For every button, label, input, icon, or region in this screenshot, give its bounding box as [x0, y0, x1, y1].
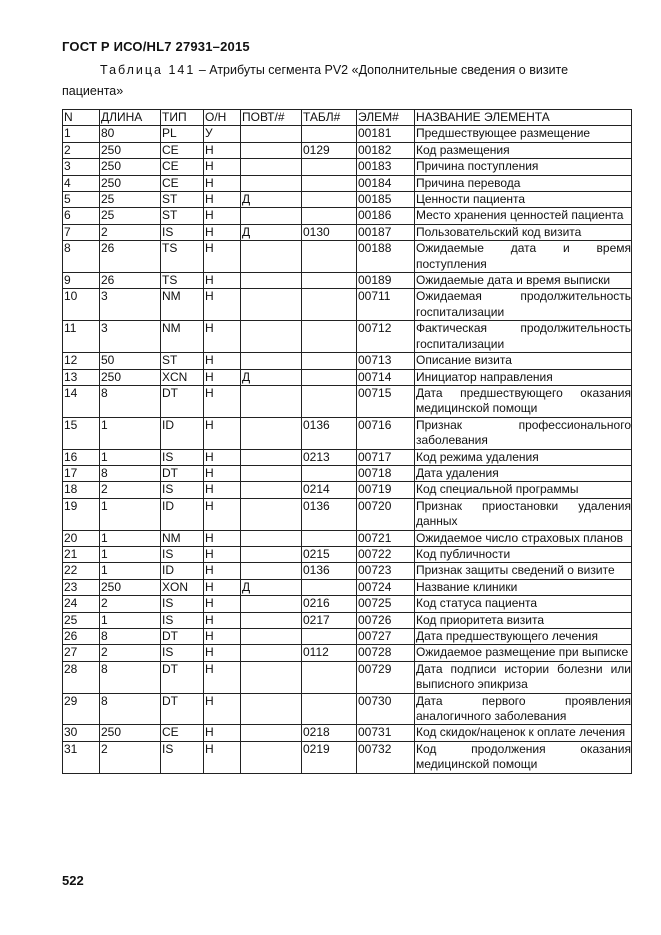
table-cell: 3 [100, 321, 161, 353]
table-cell: 00732 [357, 741, 415, 773]
table-cell: IS [161, 546, 204, 562]
table-cell: Н [204, 596, 241, 612]
table-cell: 00714 [357, 369, 415, 385]
table-cell: Н [204, 385, 241, 417]
table-cell: Н [204, 353, 241, 369]
table-cell: 00731 [357, 725, 415, 741]
table-cell [241, 612, 302, 628]
column-header: ТАБЛ# [302, 110, 357, 126]
table-row [63, 417, 632, 449]
table-cell: 00184 [357, 175, 415, 191]
table-row [63, 482, 632, 498]
table-cell: Н [204, 192, 241, 208]
column-header: ПОВТ/# [241, 110, 302, 126]
table-row [63, 741, 632, 773]
table-cell: 0215 [302, 546, 357, 562]
table-cell: 250 [100, 369, 161, 385]
table-cell: Н [204, 321, 241, 353]
table-cell: 26 [100, 273, 161, 289]
table-cell: IS [161, 741, 204, 773]
table-cell: 0136 [302, 498, 357, 530]
table-cell: Д [241, 369, 302, 385]
table-cell: Н [204, 175, 241, 191]
table-cell: 250 [100, 159, 161, 175]
table-cell [241, 159, 302, 175]
table-cell: Н [204, 449, 241, 465]
table-cell: CE [161, 175, 204, 191]
table-cell: TS [161, 273, 204, 289]
table-row [63, 530, 632, 546]
table-row [63, 563, 632, 579]
table-cell [302, 661, 357, 693]
table-cell [302, 208, 357, 224]
table-cell: Н [204, 530, 241, 546]
table-cell: 3 [63, 159, 100, 175]
table-cell: 0217 [302, 612, 357, 628]
table-cell: 8 [100, 693, 161, 725]
table-cell: 80 [100, 126, 161, 142]
table-cell [302, 241, 357, 273]
table-row [63, 126, 632, 142]
table-cell: IS [161, 596, 204, 612]
table-cell: 30 [63, 725, 100, 741]
table-cell: 15 [63, 417, 100, 449]
table-cell: Н [204, 563, 241, 579]
table-cell: 0213 [302, 449, 357, 465]
table-row [63, 596, 632, 612]
column-header: ДЛИНА [100, 110, 161, 126]
table-cell: Д [241, 192, 302, 208]
table-caption-continued: пациента» [62, 84, 124, 98]
table-cell: Н [204, 273, 241, 289]
table-cell: ID [161, 563, 204, 579]
table-cell: ST [161, 208, 204, 224]
table-cell: 00188 [357, 241, 415, 273]
element-name-cell: Название клиники [415, 579, 632, 595]
table-cell: 2 [100, 596, 161, 612]
table-cell: 2 [100, 741, 161, 773]
table-cell: 5 [63, 192, 100, 208]
element-name-cell: Код публичности [415, 546, 632, 562]
table-row [63, 321, 632, 353]
page-number: 522 [62, 873, 84, 888]
table-cell: CE [161, 159, 204, 175]
table-cell: 8 [63, 241, 100, 273]
table-cell: 0129 [302, 142, 357, 158]
table-cell: DT [161, 385, 204, 417]
table-cell: 0136 [302, 563, 357, 579]
table-cell: CE [161, 725, 204, 741]
table-row [63, 498, 632, 530]
table-cell: NM [161, 289, 204, 321]
table-cell: Н [204, 241, 241, 273]
table-cell: CE [161, 142, 204, 158]
table-cell: 50 [100, 353, 161, 369]
table-caption [100, 63, 631, 77]
table-cell: Н [204, 208, 241, 224]
table-cell: DT [161, 465, 204, 481]
table-cell: 00712 [357, 321, 415, 353]
element-name-cell: Дата первого проявления аналогичного заболевания [416, 693, 631, 724]
table-cell [241, 661, 302, 693]
table-cell: Н [204, 224, 241, 240]
table-cell: Н [204, 417, 241, 449]
table-cell: Н [204, 465, 241, 481]
table-cell: 250 [100, 175, 161, 191]
table-cell: 31 [63, 741, 100, 773]
table-cell: DT [161, 661, 204, 693]
element-name-cell: Дата предшествующего оказания медицинской помощи [416, 385, 631, 416]
table-cell: 250 [100, 579, 161, 595]
table-cell [302, 289, 357, 321]
table-cell [241, 353, 302, 369]
element-name-cell: Ожидаемая продолжительность госпитализации [416, 289, 631, 319]
element-name-cell: Признак приостановки удаления данных [416, 498, 631, 529]
element-name-cell: Ожидаемые дата и время поступления [416, 241, 631, 271]
table-cell: Н [204, 546, 241, 562]
table-cell: 00720 [357, 498, 415, 530]
table-cell: 27 [63, 645, 100, 661]
table-cell [241, 142, 302, 158]
element-name-cell: Код продолжения оказания медицинской помощи [416, 741, 631, 772]
table-cell: 0112 [302, 645, 357, 661]
table-cell: 00721 [357, 530, 415, 546]
table-cell: 1 [63, 126, 100, 142]
element-name-cell: Ожидаемое число страховых планов [415, 530, 632, 546]
table-row [63, 142, 632, 158]
table-cell: 11 [63, 321, 100, 353]
table-cell [241, 563, 302, 579]
element-name-cell: Ожидаемые дата и время выписки [415, 273, 632, 289]
table-caption-label: Таблица 141 [100, 63, 196, 77]
table-cell: 2 [100, 645, 161, 661]
table-cell: 00716 [357, 417, 415, 449]
table-cell: Н [204, 159, 241, 175]
table-cell: Н [204, 498, 241, 530]
element-name-cell: Код скидок/наценок к оплате лечения [415, 725, 632, 741]
table-cell: IS [161, 612, 204, 628]
table-cell [302, 693, 357, 725]
table-cell: 00181 [357, 126, 415, 142]
table-cell: Н [204, 612, 241, 628]
table-cell: 25 [100, 192, 161, 208]
table-cell: 250 [100, 142, 161, 158]
table-cell: IS [161, 482, 204, 498]
table-cell [241, 498, 302, 530]
table-cell: DT [161, 629, 204, 645]
table-row [63, 661, 632, 693]
element-name-cell: Описание визита [415, 353, 632, 369]
table-cell: 00724 [357, 579, 415, 595]
table-cell: 12 [63, 353, 100, 369]
table-cell [302, 530, 357, 546]
table-row [63, 159, 632, 175]
table-row [63, 546, 632, 562]
table-cell: 00729 [357, 661, 415, 693]
table-cell: 25 [100, 208, 161, 224]
table-row [63, 273, 632, 289]
table-cell [241, 546, 302, 562]
table-cell: Н [204, 629, 241, 645]
table-cell: 00719 [357, 482, 415, 498]
table-cell: 26 [63, 629, 100, 645]
table-row [63, 385, 632, 417]
table-row [63, 612, 632, 628]
table-cell: 21 [63, 546, 100, 562]
table-row [63, 208, 632, 224]
table-cell [302, 385, 357, 417]
table-cell: 14 [63, 385, 100, 417]
table-cell: 1 [100, 612, 161, 628]
table-cell: 1 [100, 417, 161, 449]
table-cell: 250 [100, 725, 161, 741]
table-cell: 0136 [302, 417, 357, 449]
table-cell: ST [161, 192, 204, 208]
table-cell: 1 [100, 498, 161, 530]
element-name-cell: Признак профессионального заболевания [416, 417, 631, 448]
table-cell [302, 369, 357, 385]
table-cell: 00183 [357, 159, 415, 175]
table-cell: Н [204, 645, 241, 661]
table-cell: Д [241, 579, 302, 595]
column-header: ЭЛЕМ# [357, 110, 415, 126]
table-cell [241, 321, 302, 353]
column-header: НАЗВАНИЕ ЭЛЕМЕНТА [415, 110, 632, 126]
table-cell: 25 [63, 612, 100, 628]
table-cell: 00728 [357, 645, 415, 661]
table-cell: 00187 [357, 224, 415, 240]
table-cell: 2 [100, 224, 161, 240]
element-name-cell: Дата удаления [415, 465, 632, 481]
table-cell [241, 126, 302, 142]
table-cell: Н [204, 725, 241, 741]
table-row [63, 645, 632, 661]
table-cell [302, 629, 357, 645]
table-cell: 8 [100, 465, 161, 481]
table-cell: 00725 [357, 596, 415, 612]
table-cell [241, 725, 302, 741]
table-row [63, 579, 632, 595]
table-cell [302, 192, 357, 208]
table-cell: 00711 [357, 289, 415, 321]
table-row [63, 449, 632, 465]
table-cell [241, 482, 302, 498]
element-name-cell: Причина поступления [415, 159, 632, 175]
element-name-cell: Код размещения [415, 142, 632, 158]
table-cell: 9 [63, 273, 100, 289]
table-cell: 1 [100, 530, 161, 546]
table-cell: 1 [100, 546, 161, 562]
table-cell: 00713 [357, 353, 415, 369]
table-cell: 6 [63, 208, 100, 224]
element-name-cell: Место хранения ценностей пациента [415, 208, 632, 224]
element-name-cell: Признак защиты сведений о визите [415, 563, 632, 579]
element-name-cell: Дата подписи истории болезни или выписного эпикриза [416, 661, 631, 692]
table-row [63, 192, 632, 208]
table-cell [241, 289, 302, 321]
table-cell [302, 126, 357, 142]
element-name-cell: Ожидаемое размещение при выписке [415, 645, 632, 661]
column-header: О/Н [204, 110, 241, 126]
table-cell: 00186 [357, 208, 415, 224]
table-cell: 3 [100, 289, 161, 321]
table-cell: NM [161, 321, 204, 353]
table-cell: Н [204, 369, 241, 385]
table-cell: 8 [100, 629, 161, 645]
table-cell [241, 693, 302, 725]
table-cell [302, 321, 357, 353]
table-cell: IS [161, 449, 204, 465]
table-cell: 0130 [302, 224, 357, 240]
table-cell [241, 273, 302, 289]
table-cell: 00189 [357, 273, 415, 289]
table-cell [241, 629, 302, 645]
table-cell: Н [204, 741, 241, 773]
element-name-cell: Инициатор направления [415, 369, 632, 385]
table-cell [302, 273, 357, 289]
table-cell: 10 [63, 289, 100, 321]
table-cell: 23 [63, 579, 100, 595]
element-name-cell: Фактическая продолжительность госпитализации [416, 321, 631, 351]
table-cell [241, 596, 302, 612]
table-cell: 0216 [302, 596, 357, 612]
table-cell: 2 [63, 142, 100, 158]
table-cell: PL [161, 126, 204, 142]
table-cell: XCN [161, 369, 204, 385]
table-cell [302, 159, 357, 175]
column-header: N [63, 110, 100, 126]
element-name-cell: Ценности пациента [415, 192, 632, 208]
element-name-cell: Причина перевода [415, 175, 632, 191]
table-cell: 0218 [302, 725, 357, 741]
table-row [63, 465, 632, 481]
table-caption-text: – Атрибуты сегмента PV2 «Дополнительные сведения о визите [198, 63, 569, 77]
table-cell: 8 [100, 661, 161, 693]
table-cell: У [204, 126, 241, 142]
table-row [63, 241, 632, 273]
table-row [63, 725, 632, 741]
table-row [63, 353, 632, 369]
table-row [63, 224, 632, 240]
table-cell: 00185 [357, 192, 415, 208]
table-cell: Н [204, 693, 241, 725]
table-cell: 13 [63, 369, 100, 385]
element-name-cell: Дата предшествующего лечения [415, 629, 632, 645]
table-cell: 00722 [357, 546, 415, 562]
table-row [63, 693, 632, 725]
table-cell: 24 [63, 596, 100, 612]
table-cell: XON [161, 579, 204, 595]
table-cell: NM [161, 530, 204, 546]
table-cell: 00727 [357, 629, 415, 645]
element-name-cell: Код режима удаления [415, 449, 632, 465]
element-name-cell: Предшествующее размещение [415, 126, 632, 142]
table-cell [241, 208, 302, 224]
table-row [63, 289, 632, 321]
table-cell [302, 353, 357, 369]
table-cell: 26 [100, 241, 161, 273]
table-cell: 22 [63, 563, 100, 579]
table-cell: 00715 [357, 385, 415, 417]
table-cell: 00718 [357, 465, 415, 481]
table-cell [241, 385, 302, 417]
table-row [63, 369, 632, 385]
table-cell: 00182 [357, 142, 415, 158]
table-cell [241, 741, 302, 773]
table-cell [241, 449, 302, 465]
table-cell: ID [161, 498, 204, 530]
table-cell: 00726 [357, 612, 415, 628]
table-cell: Н [204, 289, 241, 321]
table-header-row [63, 110, 632, 126]
table-cell: 8 [100, 385, 161, 417]
table-cell: 7 [63, 224, 100, 240]
table-cell: IS [161, 224, 204, 240]
table-cell [241, 645, 302, 661]
table-cell: 00730 [357, 693, 415, 725]
element-name-cell: Код статуса пациента [415, 596, 632, 612]
table-cell: Н [204, 579, 241, 595]
table-cell: DT [161, 693, 204, 725]
table-cell: 19 [63, 498, 100, 530]
table-cell [241, 530, 302, 546]
element-name-cell: Код приоритета визита [415, 612, 632, 628]
table-cell [302, 579, 357, 595]
table-row [63, 175, 632, 191]
table-cell: IS [161, 645, 204, 661]
table-cell: 4 [63, 175, 100, 191]
table-cell: 00717 [357, 449, 415, 465]
element-name-cell: Код специальной программы [415, 482, 632, 498]
table-cell: 16 [63, 449, 100, 465]
table-cell: 28 [63, 661, 100, 693]
document-header: ГОСТ Р ИСО/HL7 27931–2015 [62, 39, 250, 54]
column-header: ТИП [161, 110, 204, 126]
table-cell: 17 [63, 465, 100, 481]
table-cell: Н [204, 661, 241, 693]
table-cell: ST [161, 353, 204, 369]
table-cell: 0214 [302, 482, 357, 498]
table-cell [241, 175, 302, 191]
element-name-cell: Пользовательский код визита [415, 224, 632, 240]
table-cell: ID [161, 417, 204, 449]
table-cell: 18 [63, 482, 100, 498]
table-cell: 0219 [302, 741, 357, 773]
table-cell: 2 [100, 482, 161, 498]
table-cell: Н [204, 482, 241, 498]
table-cell: 20 [63, 530, 100, 546]
table-cell: 1 [100, 449, 161, 465]
table-cell: Д [241, 224, 302, 240]
table-cell: 00723 [357, 563, 415, 579]
table-cell: 1 [100, 563, 161, 579]
table-cell: Н [204, 142, 241, 158]
attributes-table [62, 109, 632, 774]
table-cell: 29 [63, 693, 100, 725]
table-cell [241, 465, 302, 481]
table-cell [302, 465, 357, 481]
table-cell [302, 175, 357, 191]
table-row [63, 629, 632, 645]
table-cell [241, 241, 302, 273]
table-cell: TS [161, 241, 204, 273]
table-cell [241, 417, 302, 449]
